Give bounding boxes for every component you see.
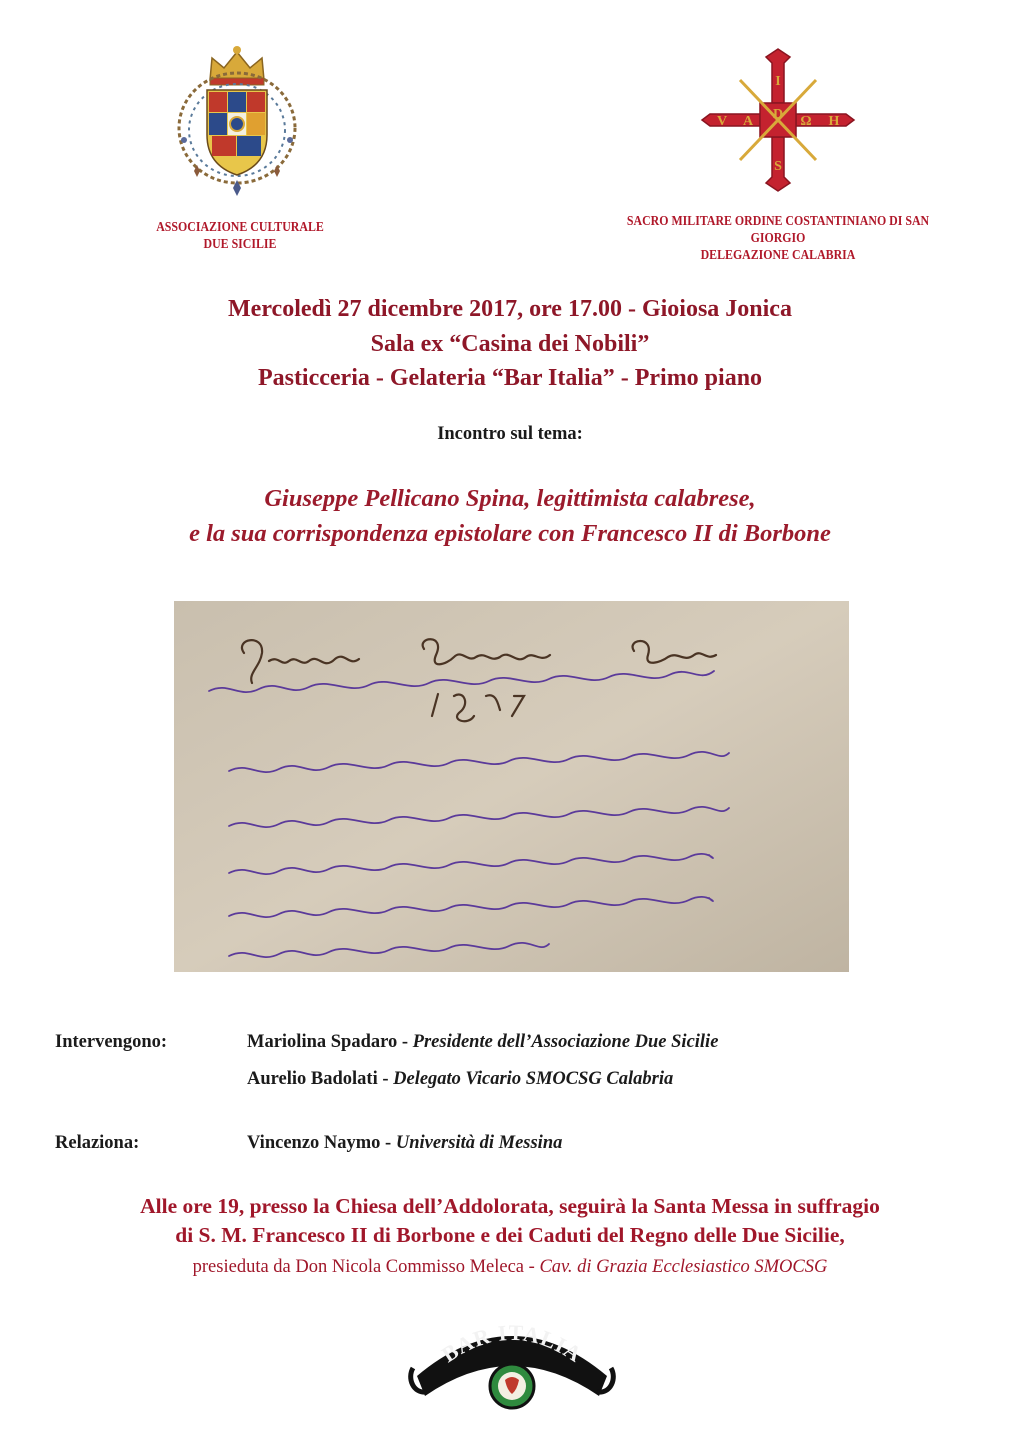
speaker-1 (247, 1032, 718, 1053)
cross-letter-top: I (775, 74, 781, 89)
speaker-1-role: Presidente dell’Associazione Due Sicilie (412, 1032, 719, 1052)
closing-line3 (0, 1253, 1020, 1281)
cross-letter-bottom: S (774, 159, 782, 174)
left-org-line1: ASSOCIAZIONE CULTURALE (156, 219, 324, 234)
closing-celebrant-title: Cav. di Grazia Ecclesiastico SMOCSG (539, 1257, 828, 1277)
right-org-name (620, 212, 937, 263)
event-location-line: Pasticceria - Gelateria “Bar Italia” - Primo piano (257, 365, 763, 391)
speaker-3 (247, 1133, 562, 1154)
closing-line2: di S. M. Francesco II di Borbone e dei Caduti del Regno delle Due Sicilie, (175, 1223, 845, 1247)
cross-letter-right: H (828, 114, 840, 129)
bar-italia-logo-text: BAR ITALIA (437, 1319, 587, 1368)
cross-letter-mid: D (772, 107, 784, 122)
event-date-line: Mercoledì 27 dicembre 2017, ore 17.00 - Gioiosa Jonica (228, 296, 792, 322)
right-org-line2: DELEGAZIONE CALABRIA (700, 247, 856, 262)
cross-letter-left: V (716, 114, 728, 129)
theme-line1: Giuseppe Pellicano Spina, legittimista calabrese, (264, 485, 756, 512)
speaker-1-name: Mariolina Spadaro - (247, 1032, 413, 1052)
cross-letter-omega: Ω (800, 114, 812, 129)
closing-line1: Alle ore 19, presso la Chiesa dell’Addolorata, seguirà la Santa Messa in suffragio (140, 1194, 880, 1218)
due-sicilie-coat-of-arms (172, 40, 302, 200)
speaker-2-role: Delegato Vicario SMOCSG Calabria (393, 1069, 674, 1089)
left-org-name (143, 218, 337, 252)
report-label: Relaziona: (55, 1133, 140, 1153)
cross-letter-alpha: A (742, 114, 754, 129)
bar-italia-logo (407, 1306, 617, 1418)
constantinian-cross (700, 45, 856, 195)
speaker-3-role: Università di Messina (395, 1133, 563, 1153)
closing-celebrant: presieduta da Don Nicola Commisso Meleca - (192, 1257, 540, 1277)
event-venue-line: Sala ex “Casina dei Nobili” (370, 331, 650, 357)
left-org-line2: DUE SICILIE (203, 236, 277, 251)
speaker-2-name: Aurelio Badolati - (247, 1069, 394, 1089)
interventions-label: Intervengono: (55, 1032, 168, 1052)
right-org-line1: SACRO MILITARE ORDINE COSTANTINIANO DI SAN GIORGIO (626, 213, 930, 245)
speaker-2 (247, 1069, 673, 1090)
theme-line2: e la sua corrispondenza epistolare con Francesco II di Borbone (189, 520, 831, 547)
intro-label: Incontro sul tema: (437, 424, 583, 444)
speaker-3-name: Vincenzo Naymo - (247, 1133, 396, 1153)
manuscript-image (174, 601, 849, 972)
